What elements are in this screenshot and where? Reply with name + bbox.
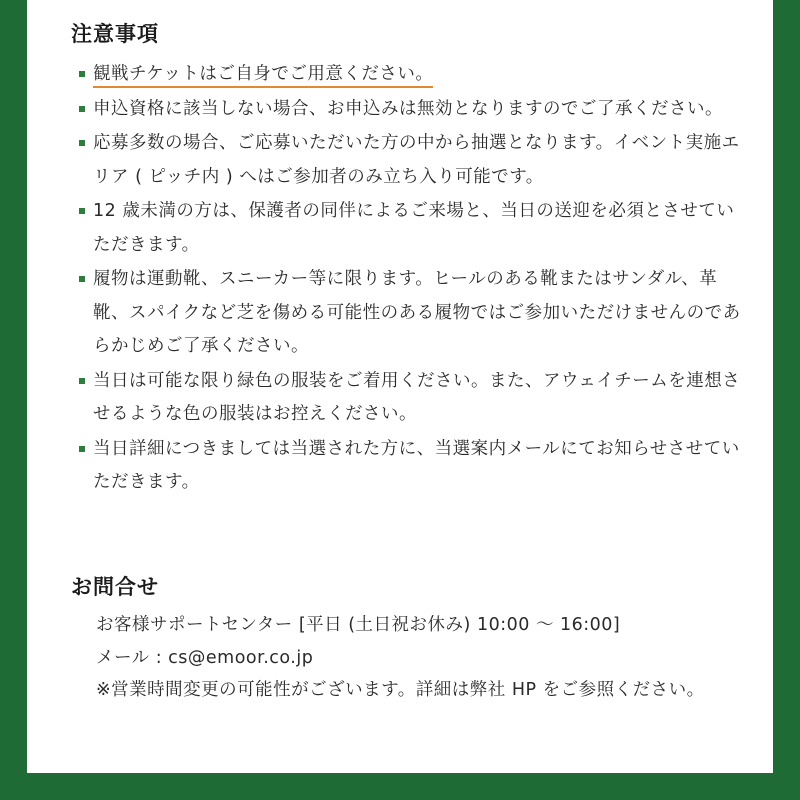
note-text: 当日は可能な限り緑色の服装をご着用ください。また、アウェイチームを連想させるような色の服装はお控えください。: [93, 370, 741, 424]
list-item: [77, 263, 747, 364]
note-text: 履物は運動靴、スニーカー等に限ります。ヒールのある靴またはサンダル、革靴、スパイクなど芝を傷める可能性のある履物ではご参加いただけませんのであらかじめご了承ください。: [93, 269, 741, 356]
support-center-hours: お客様サポートセンター [平日 (土日祝お休み) 10:00 〜 16:00]: [96, 615, 621, 635]
bullet-icon: [79, 140, 85, 146]
bullet-icon: [79, 446, 85, 452]
bullet-icon: [79, 276, 85, 282]
list-item: [77, 127, 747, 194]
note-text: 当日詳細につきましては当選された方に、当選案内メールにてお知らせさせていただきます。: [93, 438, 740, 492]
notice-card: [27, 0, 773, 773]
list-item: [77, 93, 747, 127]
bullet-icon: [79, 208, 85, 214]
note-text: 応募多数の場合、ご応募いただいた方の中から抽選となります。イベント実施エリア ( ピッチ内 ) へはご参加者のみ立ち入り可能です。: [93, 133, 740, 187]
list-item: [77, 195, 747, 262]
list-item: [77, 365, 747, 432]
contact-block: [96, 609, 756, 707]
note-text: 申込資格に該当しない場合、お申込みは無効となりますのでご了承ください。: [93, 98, 723, 119]
notes-heading: 注意事項: [71, 22, 159, 46]
notes-list: [77, 58, 747, 501]
bullet-icon: [79, 378, 85, 384]
bullet-icon: [79, 106, 85, 112]
hours-change-note: ※営業時間変更の可能性がございます。詳細は弊社 HP をご参照ください。: [96, 680, 705, 700]
list-item: [77, 433, 747, 500]
note-text-highlighted: 観戦チケットはご自身でご用意ください。: [93, 64, 433, 88]
bullet-icon: [79, 71, 85, 77]
list-item: [77, 58, 747, 92]
support-email: メール : cs@emoor.co.jp: [96, 647, 314, 668]
note-text: 12 歳未満の方は、保護者の同伴によるご来場と、当日の送迎を必須とさせていただきます。: [93, 201, 735, 255]
contact-heading: お問合せ: [71, 575, 159, 599]
